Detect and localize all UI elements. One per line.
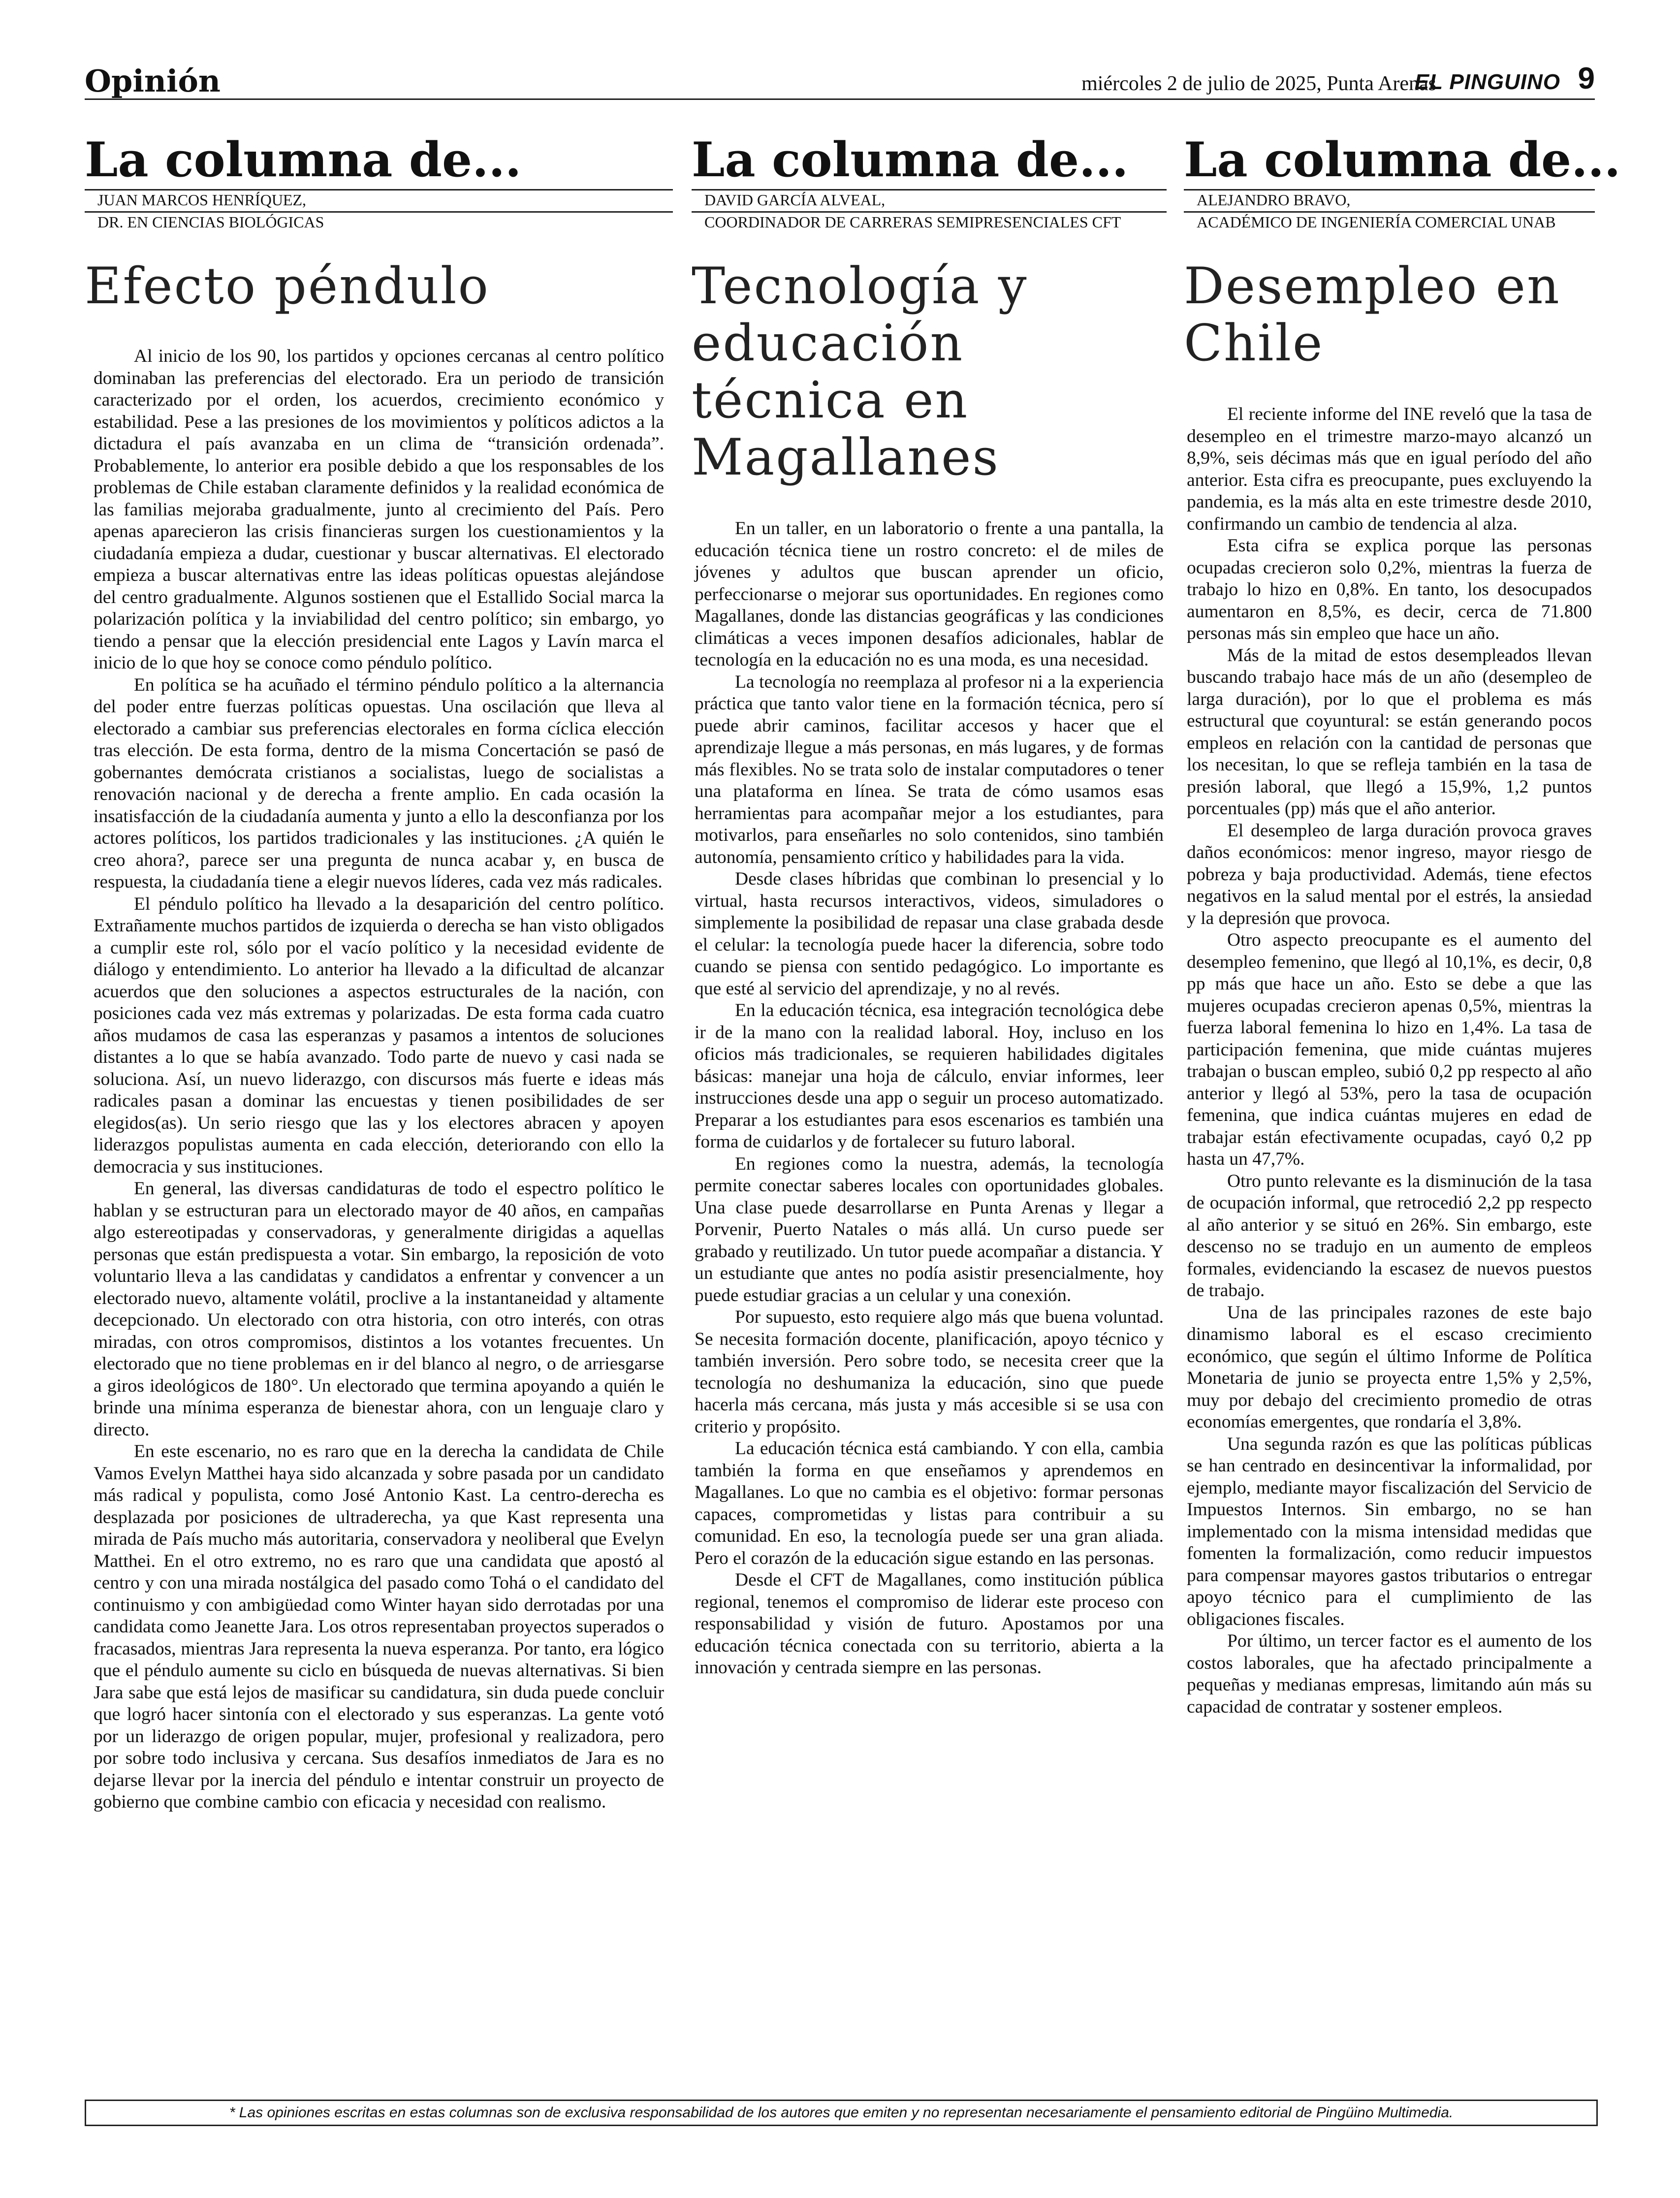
- page-number: 9: [1578, 62, 1595, 96]
- paragraph: En la educación técnica, esa integración tecnológica debe ir de la mano con la realidad laboral. Hoy, incluso en los oficios más tradicionales, se requieren habilidades digitales básicas: manejar una hoja de cálculo, enviar informes, leer instrucciones desde una app o seguir un proceso automatizado. Preparar a los estudiantes para esos escenarios es también una forma de cuidarlos y de fortalecer su futuro laboral.: [695, 1000, 1164, 1152]
- paragraph: En regiones como la nuestra, además, la tecnología permite conectar saberes locales con oportunidades globales. Una clase puede desarrollarse en Punta Arenas y llegar a Porvenir, Puerto Natales o más allá. Un curso puede ser grabado y reutilizado. Un tutor puede acompañar a distancia. Y un estudiante que antes no podía asistir presencialmente, hoy puede estudiar gracias a un celular y una conexión.: [695, 1153, 1164, 1306]
- paragraph: Por supuesto, esto requiere algo más que buena voluntad. Se necesita formación docente, planificación, apoyo técnico y también inversión. Pero sobre todo, se necesita creer que la tecnología no deshumaniza la educación, sino que puede hacerla más cercana, más justa y más accesible si se usa con criterio y propósito.: [695, 1307, 1164, 1437]
- article-title: Desempleo en Chile: [1184, 257, 1561, 373]
- paragraph: El desempleo de larga duración provoca graves daños económicos: menor ingreso, mayor riesgo de pobreza y baja productividad. Además, tiene efectos negativos en la salud mental por el estrés, la ansiedad y la depresión que provoca.: [1187, 820, 1592, 928]
- column-1: [85, 133, 673, 1814]
- date-place: miércoles 2 de julio de 2025, Punta Arenas: [1081, 72, 1436, 95]
- section-label: Opinión: [85, 63, 221, 99]
- paragraph: En política se ha acuñado el término péndulo político a la alternancia del poder entre fuerzas políticas opuestas. Una oscilación que lleva al electorado a cambiar sus preferencias electorales en forma cíclica elección tras elección. De esta forma, dentro de la misma Concertación se pasó de gobernantes demócrata cristianos a socialistas, luego de socialistas a renovación nacional y de derecha a frente amplio. En cada ocasión la insatisfacción de la ciudadanía aumenta y junto a ello la desconfianza por los actores políticos, los partidos tradicionales y las instituciones. ¿A quién le creo ahora?, parece ser una pregunta de nunca acabar y, en busca de respuesta, la ciudadanía tiene a elegir nuevos líderes, cada vez más radicales.: [94, 674, 664, 892]
- column-kicker: La columna de...: [85, 132, 522, 188]
- paragraph: Al inicio de los 90, los partidos y opciones cercanas al centro político dominaban las preferencias del electorado. Era un periodo de transición caracterizado por el orden, los acuerdos, crecimiento económico y estabilidad. Pese a las presiones de los movimientos y políticos adictos a la dictadura el país avanzaba en un clima de “transición ordenada”. Probablemente, lo anterior era posible debido a que los responsables de los problemas de Chile estaban claramente definidos y la realidad económica de las familias mejoraba gradualmente, junto al crecimiento del País. Pero apenas aparecieron las crisis financieras surgen los cuestionamientos y la ciudadanía empieza a dudar, cuestionar y buscar alternativas. El electorado empieza a buscar alternativas entre las ideas políticas opuestas alejándose del centro gradualmente. Algunos sostienen que el Estallido Social marca la polarización política y la inviabilidad del centro político; sin embargo, yo tiendo a pensar que la elección presidencial ente Lagos y Lavín marca el inicio de lo que hoy se conoce como péndulo político.: [94, 346, 664, 673]
- column-3: [1184, 132, 1621, 1718]
- article-body: [85, 346, 673, 1814]
- article-body: [1184, 404, 1595, 1718]
- author-name: DAVID GARCÍA ALVEAL,: [704, 191, 886, 209]
- author-role: DR. EN CIENCIAS BIOLÓGICAS: [97, 213, 324, 231]
- page-header: [85, 59, 1595, 100]
- paragraph: Desde clases híbridas que combinan lo presencial y lo virtual, hasta recursos interactivos, videos, simuladores o simplemente la posibilidad de repasar una clase grabada desde el celular: la tecnología puede hacer la diferencia, sobre todo cuando se piensa con sentido pedagógico. Lo importante es que esté al servicio del aprendizaje, y no al revés.: [695, 869, 1164, 999]
- paragraph: La educación técnica está cambiando. Y con ella, cambia también la forma en que enseñamos y aprendemos en Magallanes. Lo que no cambia es el objetivo: formar personas capaces, comprometidas y listas para contribuir a su comunidad. En eso, la tecnología puede ser una gran aliada. Pero el corazón de la educación sigue estando en las personas.: [695, 1438, 1164, 1568]
- column-kicker: La columna de...: [692, 132, 1129, 188]
- paragraph: Otro punto relevante es la disminución de la tasa de ocupación informal, que retrocedió 2,2 pp respecto al año anterior y se situó en 26%. Sin embargo, este descenso no se tradujo en un aumento de empleos formales, evidenciando la escasez de nuevos puestos de trabajo.: [1187, 1171, 1592, 1301]
- disclaimer-text: * Las opiniones escritas en estas columnas son de exclusiva responsabilidad de los autores que emiten y no representan necesariamente el pensamiento editorial de Pingüino Multimedia.: [229, 2104, 1454, 2121]
- author-role: ACADÉMICO DE INGENIERÍA COMERCIAL UNAB: [1197, 213, 1556, 231]
- paragraph: El reciente informe del INE reveló que la tasa de desempleo en el trimestre marzo-mayo alcanzó un 8,9%, seis décimas más que en igual período del año anterior. Esta cifra es preocupante, pues excluyendo la pandemia, es la más alta en este trimestre desde 2010, confirmando un cambio de tendencia al alza.: [1187, 404, 1592, 534]
- paragraph: Una segunda razón es que las políticas públicas se han centrado en desincentivar la informalidad, por ejemplo, mediante mayor fiscalización del Servicio de Impuestos Internos. Sin embargo, no se han implementado con la misma intensidad medidas que fomenten la formalización, como reducir impuestos para compensar mayores gastos tributarios o entregar apoyo técnico para el cumplimiento de las obligaciones fiscales.: [1187, 1433, 1592, 1629]
- paragraph: La tecnología no reemplaza al profesor ni a la experiencia práctica que tanto valor tiene en la formación técnica, pero sí puede abrir caminos, facilitar accesos y hacer que el aprendizaje llegue a más personas, en más lugares, y de formas más flexibles. No se trata solo de instalar computadores o tener una plataforma en línea. Se trata de cómo usamos esas herramientas para acompañar mejor a los estudiantes, para motivarlos, para enseñarles no solo contenidos, sino también autonomía, pensamiento crítico y habilidades para la vida.: [695, 671, 1164, 867]
- author-name: ALEJANDRO BRAVO,: [1197, 191, 1351, 209]
- paragraph: El péndulo político ha llevado a la desaparición del centro político. Extrañamente muchos partidos de izquierda o derecha se han visto obligados a cumplir este rol, sólo por el vacío político y la necesidad evidente de diálogo y entendimiento. Lo anterior ha llevado a la dificultad de alcanzar acuerdos que den soluciones a aspectos estructurales de la nación, con posiciones cada vez más extremas y polarizadas. De esta forma cada cuatro años mudamos de casa las esperanzas y pasamos a intentos de soluciones distantes a lo que se había avanzado. Todo parte de nuevo y casi nada se soluciona. Así, un nuevo liderazgo, con discursos más fuerte e ideas más radicales pasan a dominar las encuestas y tienen posibilidades de ser elegidos(as). Un serio riesgo que las y los electores abracen y apoyen liderazgos populistas aumenta en cada elección, deteriorando con ello la democracia y sus instituciones.: [94, 893, 664, 1177]
- paragraph: Desde el CFT de Magallanes, como institución pública regional, tenemos el compromiso de liderar este proceso con responsabilidad y visión de futuro. Apostamos por una educación técnica conectada con su territorio, abierta a la innovación y centrada siempre en las personas.: [695, 1570, 1164, 1678]
- paragraph: Una de las principales razones de este bajo dinamismo laboral es el escaso crecimiento económico, que según el último Informe de Política Monetaria de junio se proyecta entre 1,5% y 2,5%, muy por debajo del crecimiento promedio de otras economías emergentes, que rondaría el 3,8%.: [1187, 1302, 1592, 1432]
- column-2: [692, 133, 1167, 1679]
- paragraph: En este escenario, no es raro que en la derecha la candidata de Chile Vamos Evelyn Matthei haya sido alcanzada y sobre pasada por un candidato más radical y populista, como José Antonio Kast. La centro-derecha es desplazada por posiciones de ultraderecha, ya que Kast representa una mirada de País mucho más autoritaria, conservadora y neoliberal que Evelyn Matthei. En el otro extremo, no es raro que una candidata que apostó al centro y con una mirada nostálgica del pasado como Tohá o el candidato del continuismo y con ambigüedad como Winter hayan sido derrotadas por una candidata como Jeanette Jara. Los otros representaban proyectos superados o fracasados, mientras Jara representa la nueva esperanza. Por tanto, era lógico que el péndulo aumente su ciclo en búsqueda de nuevas alternativas. Si bien Jara sabe que está lejos de masificar su candidatura, sin duda puede concluir que logró hacer sintonía con el electorado y sus esperanzas. La gente votó por un liderazgo de origen popular, mujer, profesional y realizadora, pero por sobre todo inclusiva y cercana. Sus desafíos inmediatos de Jara es no dejarse llevar por la inercia del péndulo e intentar construir un proyecto de gobierno que combine cambio con eficacia y necesidad con realismo.: [94, 1441, 664, 1812]
- author-name: JUAN MARCOS HENRÍQUEZ,: [97, 191, 307, 209]
- author-role: COORDINADOR DE CARRERAS SEMIPRESENCIALES CFT: [704, 213, 1121, 231]
- paragraph: Por último, un tercer factor es el aumento de los costos laborales, que ha afectado principalmente a pequeñas y medianas empresas, limitando aún más su capacidad de contratar y sostener empleos.: [1187, 1631, 1592, 1717]
- paragraph: Más de la mitad de estos desempleados llevan buscando trabajo hace más de un año (desempleo de larga duración), por lo que el problema es más estructural que coyuntural: se están generando pocos empleos en relación con la cantidad de personas que los necesitan, lo que se refleja también en la tasa de presión laboral, que llegó a 15,9%, 1,2 puntos porcentuales (pp) más que el año anterior.: [1187, 645, 1592, 819]
- paragraph: En un taller, en un laboratorio o frente a una pantalla, la educación técnica tiene un rostro concreto: el de miles de jóvenes y adultos que buscan aprender un oficio, perfeccionarse o mejorar sus oportunidades. En regiones como Magallanes, donde las distancias geográficas y las condiciones climáticas a veces imponen desafíos adicionales, hablar de tecnología en la educación no es una moda, es una necesidad.: [695, 518, 1164, 670]
- article-title: Tecnología y educación técnica en Magallanes: [692, 257, 1028, 487]
- newspaper-logo: EL PINGUINO: [1414, 70, 1560, 94]
- disclaimer-box: [85, 2100, 1598, 2126]
- column-kicker: La columna de...: [1184, 132, 1621, 188]
- paragraph: Esta cifra se explica porque las personas ocupadas crecieron solo 0,2%, mientras la fuerza de trabajo lo hizo en 0,8%. En tanto, los desocupados aumentaron en 8,5%, es decir, cerca de 71.800 personas más sin empleo que hace un año.: [1187, 536, 1592, 643]
- article-body: [692, 518, 1167, 1679]
- paragraph: En general, las diversas candidaturas de todo el espectro político le hablan y se estructuran para un electorado mayor de 40 años, en campañas algo estereotipadas y conservadoras, y generalmente dirigidas a aquellas personas que están predispuesta a votar. Sin embargo, la reposición de voto voluntario lleva a las candidatas y candidatos a enfrentar y convencer a un electorado nuevo, altamente volátil, proclive a la instantaneidad y altamente decepcionado. Un electorado con otra historia, con otro interés, con otras miradas, con otros compromisos, distintos a los votantes frecuentes. Un electorado que no tiene problemas en ir del blanco al negro, o de arriesgarse a giros ideológicos de 180°. Un electorado que termina apoyando a quién le brinde una mínima esperanza de bienestar ahora, con un lenguaje claro y directo.: [94, 1179, 664, 1440]
- paragraph: Otro aspecto preocupante es el aumento del desempleo femenino, que llegó al 10,1%, es decir, 0,8 pp más que hace un año. Esto se debe a que las mujeres ocupadas crecieron apenas 0,5%, mientras la fuerza laboral femenina lo hizo en 1,4%. La tasa de participación femenina, que mide cuántas mujeres trabajan o buscan empleo, subió 0,2 pp respecto al año anterior y llegó al 53%, pero la tasa de ocupación femenina, que indica cuántas mujeres en edad de trabajar están efectivamente ocupadas, cayó 0,2 pp hasta un 47,7%.: [1187, 930, 1592, 1169]
- article-title: Efecto péndulo: [85, 257, 490, 316]
